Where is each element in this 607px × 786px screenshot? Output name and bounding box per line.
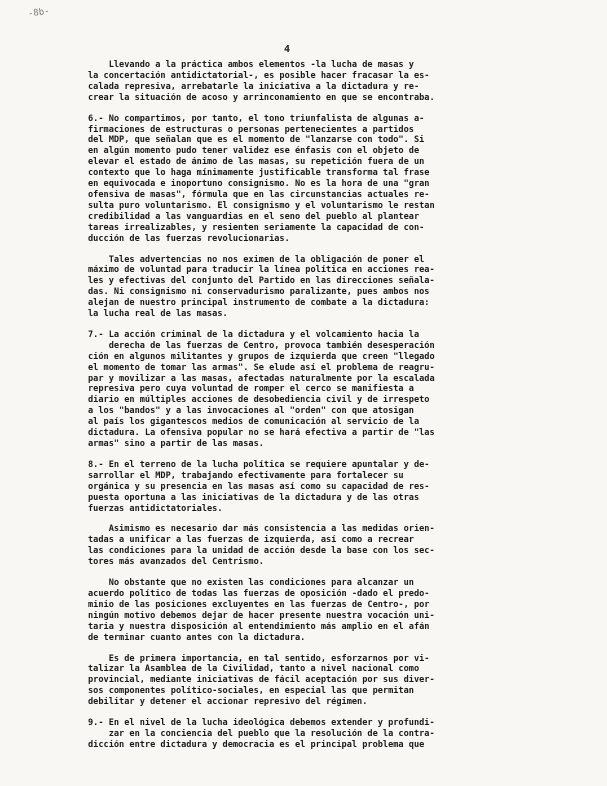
text-line: les y efectivas del conjunto del Partido en las direcciones señala- xyxy=(88,276,435,287)
paragraph-p-7 xyxy=(88,330,532,450)
text-line: contexto que lo haga mínimamente justificable transforma tal frase xyxy=(88,168,430,179)
text-line: a los "bandos" y a las invocaciones al "orden" con que atosigan xyxy=(88,406,414,417)
paragraph-p-intro xyxy=(88,60,532,104)
text-line: represiva pero cuya voluntad de romper el cerco se manifiesta a xyxy=(88,384,414,395)
text-line: alejan de nuestro principal instrumento de combate a la dictadura: xyxy=(88,298,430,309)
text-line: acuerdo político de todas las fuerzas de oposición -dado el predo- xyxy=(88,588,430,599)
text-line: debilitar y detener el accionar represivo del régimen. xyxy=(88,697,368,708)
text-line: das. Ni consignismo ni conservadurismo paralizante, pues ambos nos xyxy=(88,287,430,298)
text-line: las condiciones para la unidad de acción desde la base con los sec- xyxy=(88,546,435,557)
text-line: Llevando a la práctica ambos elementos -la lucha de masas y xyxy=(88,60,414,70)
text-line: 6.- No compartimos, por tanto, el tono triunfalista de algunas a- xyxy=(88,113,425,124)
text-line: elevar el estado de ánimo de las masas, su repetición fuera de un xyxy=(88,157,425,168)
paragraph-p-8b xyxy=(88,524,532,568)
text-line: firmaciones de estructuras o personas pertenecientes a partidos xyxy=(88,124,414,135)
text-line: la concertación antidictatorial-, es posible hacer fracasar la es- xyxy=(88,70,430,81)
text-line: derecha de las fuerzas de Centro, provoca también desesperación xyxy=(88,340,435,351)
text-line: diario en múltiples acciones de desobediencia civil y de irrespeto xyxy=(88,395,430,406)
text-line: dictadura. La ofensiva popular no se hará efectiva a partir de "las xyxy=(88,428,435,439)
text-line: el momento de tomar las armas". Se elude así el problema de reagru- xyxy=(88,362,435,373)
text-line: sos componentes político-sociales, en especial las que permitan xyxy=(88,686,414,697)
text-line: tores más avanzados del Centrismo. xyxy=(88,557,264,568)
text-line: del MDP, que señalan que es el momento de "lanzarse con todo". Si xyxy=(88,135,425,146)
paragraph-p-9 xyxy=(88,718,532,751)
text-line: talizar la Asamblea de la Civilidad, tanto a nivel nacional como xyxy=(88,664,420,675)
text-line: en equivocada e inoportuno consignismo. No es la hora de una "gran xyxy=(88,179,430,190)
text-line: Tales advertencias no nos eximen de la obligación de poner el xyxy=(88,254,425,265)
paragraph-p-8c xyxy=(88,578,532,643)
paragraph-p-8d xyxy=(88,654,532,709)
text-line: la lucha real de las masas. xyxy=(88,309,228,320)
text-line: 9.- En el nivel de la lucha ideológica debemos extender y profundi- xyxy=(88,718,435,729)
text-line: taria y nuestra disposición al entendimiento más amplio en el afán xyxy=(88,621,430,632)
text-line: credibilidad a las vanguardias en el seno del pueblo al plantear xyxy=(88,211,420,222)
text-line: al país los gigantescos medios de comunicación al servicio de la xyxy=(88,417,420,428)
page-number: 4 xyxy=(284,44,291,55)
text-line: de terminar cuanto antes con la dictadura. xyxy=(88,632,306,643)
text-line: No obstante que no existen las condiciones para alcanzar un xyxy=(88,578,414,589)
paragraph-p-6b xyxy=(88,255,532,320)
text-line: provincial, mediante iniciativas de fácil aceptación por sus diver- xyxy=(88,675,435,686)
text-line: armas" sino a partir de las masas. xyxy=(88,439,264,449)
paragraph-p-8 xyxy=(88,460,532,515)
text-line: en algún momento pudo tener validez ese énfasis con el objeto de xyxy=(88,146,420,157)
text-line: tareas irrealizables, y resienten seriamente la capacidad de con- xyxy=(88,222,425,233)
text-line: 8.- En el terreno de la lucha política se requiere apuntalar y de- xyxy=(88,459,430,470)
corner-mark: -8b- xyxy=(27,6,51,20)
text-line: ción en algunos militantes y grupos de izquierda que creen "llegado xyxy=(88,351,435,362)
text-line: sulta puro voluntarismo. El consignismo y el voluntarismo le restan xyxy=(88,200,435,211)
text-line: ofensiva de masas", fórmula que en las circunstancias actuales re- xyxy=(88,189,430,200)
text-line: Asimismo es necesario dar más consistencia a las medidas orien- xyxy=(88,524,435,535)
text-line: ningún motivo debemos dejar de hacer presente nuestra vocación uni- xyxy=(88,610,435,621)
text-line: 7.- La acción criminal de la dictadura y el volcamiento hacia la xyxy=(88,329,420,340)
text-line: puesta oportuna a las iniciativas de la dictadura y de las otras xyxy=(88,492,420,503)
paragraph-p-6 xyxy=(88,114,532,245)
text-line: calada represiva, arrebatarle la iniciativa a la dictadura y re- xyxy=(88,81,420,92)
text-line: Es de primera importancia, en tal sentido, esforzarnos por vi- xyxy=(88,653,430,664)
text-line: zar en la conciencia del pueblo que la resolución de la contra- xyxy=(88,728,435,739)
text-line: dicción entre dictadura y democracia es el principal problema que xyxy=(88,739,425,750)
text-line: tadas a unificar a las fuerzas de izquierda, así como a recrear xyxy=(88,535,414,546)
text-line: minio de las posiciones excluyentes en las fuerzas de Centro-, por xyxy=(88,599,430,610)
text-line: fuerzas antidictatoriales. xyxy=(88,503,223,514)
text-line: crear la situación de acoso y arrinconamiento en que se encontraba. xyxy=(88,92,435,103)
document-body xyxy=(88,60,532,761)
text-line: ducción de las fuerzas revolucionarias. xyxy=(88,233,290,244)
text-line: par y movilizar a las masas, afectadas naturalmente por la escalada xyxy=(88,373,435,384)
text-line: sarrollar el MDP, trabajando efectivamente para fortalecer su xyxy=(88,470,404,481)
text-line: máximo de voluntad para traducir la línea política en acciones rea- xyxy=(88,265,435,276)
text-line: orgánica y su presencia en las masas así como su capacidad de res- xyxy=(88,481,430,492)
